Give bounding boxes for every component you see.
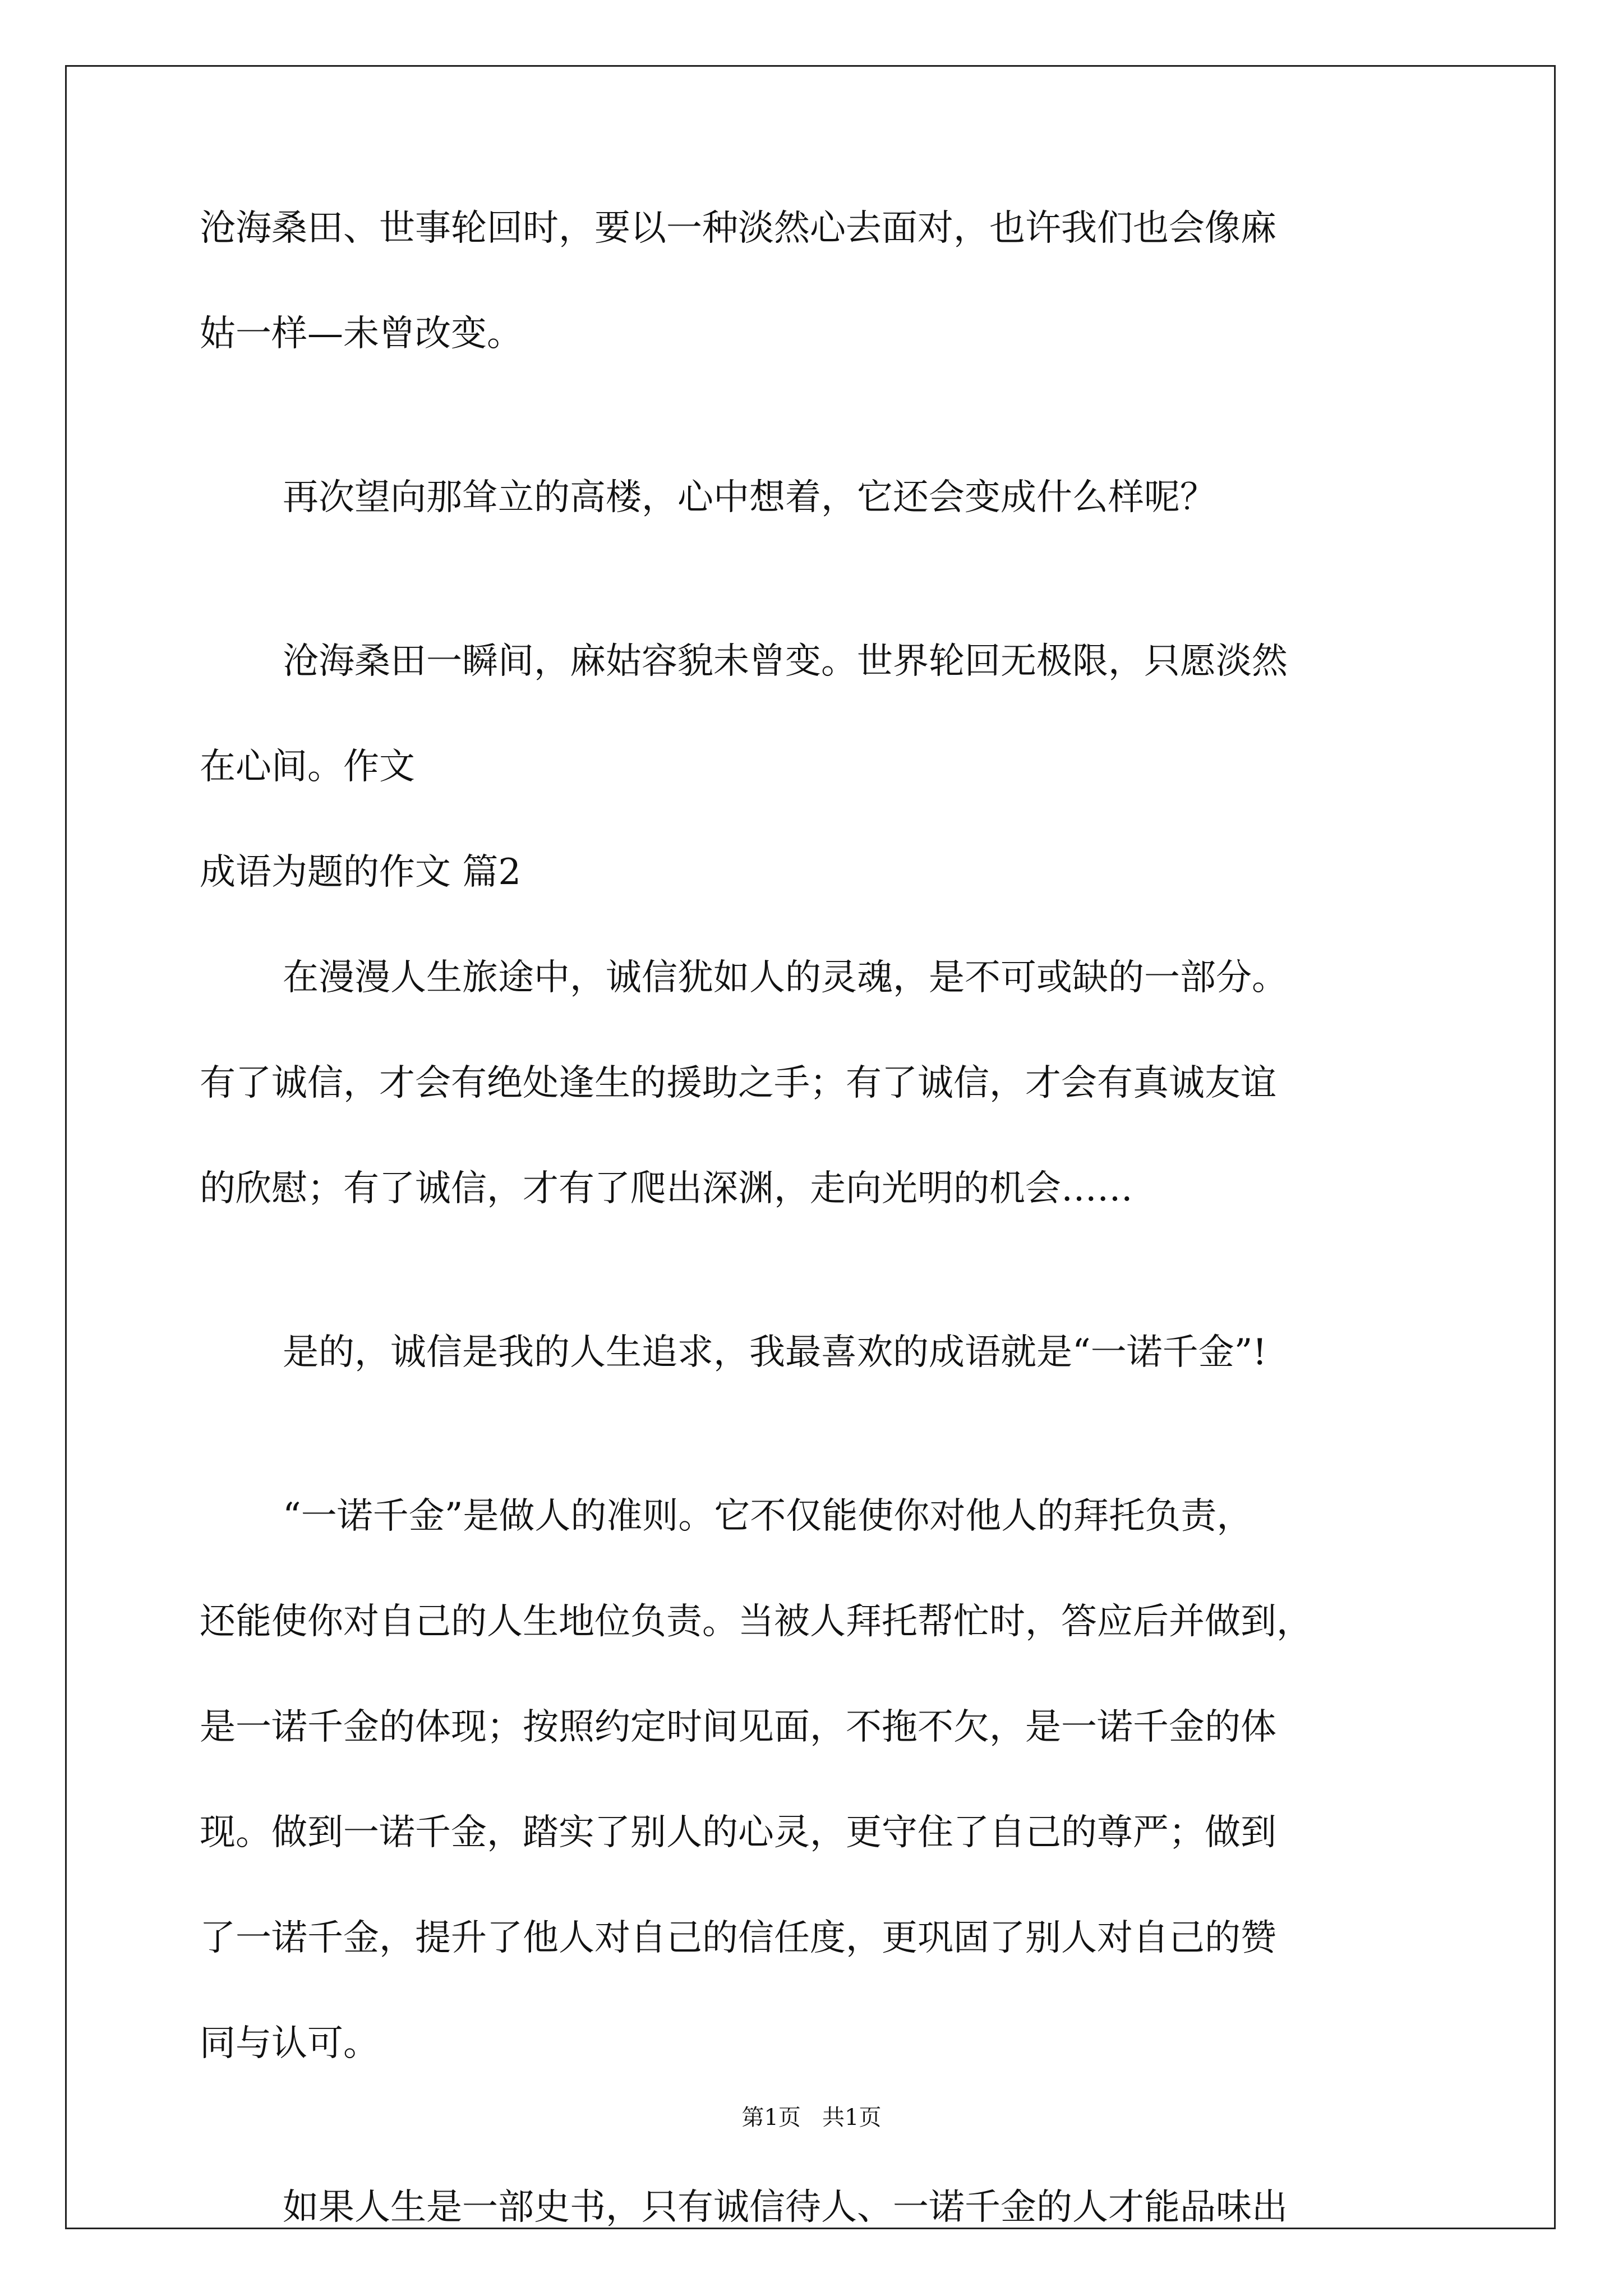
page-footer: 第1页 共1页 (741, 2105, 882, 2131)
text-line: 还能使你对自己的人生地位负责。当被人拜托帮忙时，答应后并做到， (200, 1601, 1312, 1642)
text-line: 姑一样—未曾改变。 (200, 313, 523, 355)
text-line: 再次望向那耸立的高楼，心中想着，它还会变成什么样呢？ (283, 477, 1216, 518)
text-line: 同与认可。 (200, 2023, 379, 2064)
text-line: 沧海桑田、世事轮回时，要以一种淡然心去面对，也许我们也会像麻 (200, 208, 1276, 249)
section-heading: 成语为题的作文 篇2 (200, 852, 522, 893)
text-line: “一诺千金”是做人的准则。它不仅能使你对他人的拜托负责， (283, 1496, 1253, 1537)
document-body (200, 209, 1456, 2227)
text-line: 的欣慰；有了诚信，才有了爬出深渊，走向光明的机会…… (200, 1168, 1133, 1209)
text-line: 现。做到一诺千金，踏实了别人的心灵，更守住了自己的尊严；做到 (200, 1812, 1276, 1853)
text-line: 沧海桑田一瞬间，麻姑容貌未曾变。世界轮回无极限，只愿淡然 (283, 641, 1288, 682)
text-line: 如果人生是一部史书，只有诚信待人、一诺千金的人才能品味出 (283, 2187, 1288, 2228)
text-line: 在心间。作文 (200, 746, 415, 788)
text-line: 了一诺千金，提升了他人对自己的信任度，更巩固了别人对自己的赞 (200, 1917, 1276, 1959)
text-line: 是一诺千金的体现；按照约定时间见面，不拖不欠，是一诺千金的体 (200, 1706, 1276, 1748)
text-line: 在漫漫人生旅途中，诚信犹如人的灵魂，是不可或缺的一部分。 (283, 957, 1288, 999)
text-line: 有了诚信，才会有绝处逢生的援助之手；有了诚信，才会有真诚友谊 (200, 1062, 1276, 1104)
text-line: 是的，诚信是我的人生追求，我最喜欢的成语就是“一诺千金”! (283, 1332, 1267, 1373)
